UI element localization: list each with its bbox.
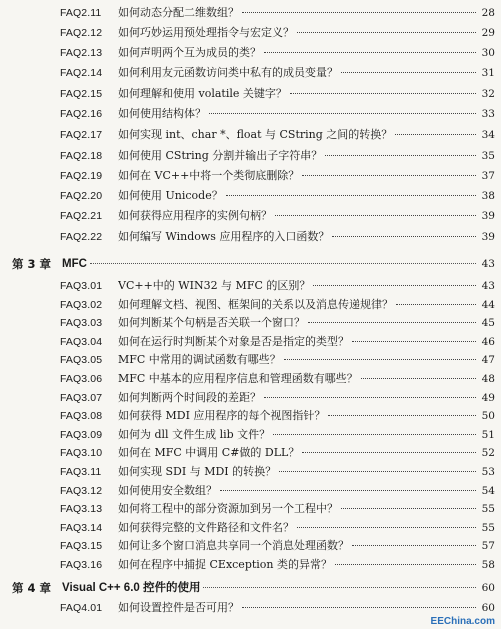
entry-title: 如何编写 Windows 应用程序的入口函数？: [118, 230, 330, 243]
entry-page: 44: [481, 299, 495, 311]
toc-entry: [0, 388, 501, 408]
chapter-number: 第 4 章: [12, 581, 52, 595]
chapter-heading: [0, 254, 501, 274]
entry-page: 29: [481, 27, 495, 39]
entry-page: 47: [481, 354, 495, 366]
dot-leader: [275, 214, 476, 216]
entry-page: 48: [481, 373, 495, 385]
toc-entry: [0, 63, 501, 83]
entry-code: FAQ3.10: [60, 447, 103, 459]
entry-code: FAQ3.03: [60, 317, 103, 329]
entry-page: 35: [481, 150, 495, 162]
chapter-number: 第 3 章: [12, 257, 52, 271]
toc-entry: [0, 443, 501, 463]
entry-title: 如何利用友元函数访问类中私有的成员变量？: [118, 66, 338, 79]
entry-title: 如何声明两个互为成员的类？: [118, 46, 261, 59]
toc-entry: [0, 555, 501, 575]
entry-page: 45: [481, 317, 495, 329]
entry-page: 34: [481, 129, 495, 141]
chapter-title: MFC: [62, 258, 87, 270]
dot-leader: [328, 414, 476, 416]
entry-code: FAQ4.01: [60, 602, 103, 614]
entry-page: 43: [481, 280, 495, 292]
toc-entry: [0, 499, 501, 519]
toc-entry: [0, 166, 501, 186]
entry-page: 32: [481, 88, 495, 100]
entry-code: FAQ2.18: [60, 150, 103, 162]
entry-title: 如何在程序中捕捉 CException 类的异常？: [118, 558, 332, 571]
toc-entry: [0, 598, 501, 618]
chapter-page: 43: [481, 258, 495, 270]
toc-entry: [0, 536, 501, 556]
toc-entry: [0, 462, 501, 482]
entry-title: 如何在 MFC 中调用 C#做的 DLL？: [118, 446, 300, 459]
entry-title: 如何动态分配二维数组？: [118, 6, 239, 19]
entry-page: 52: [481, 447, 495, 459]
entry-title: VC++中的 WIN32 与 MFC 的区别？: [118, 279, 311, 292]
dot-leader: [90, 262, 476, 264]
toc-entry: [0, 146, 501, 166]
entry-page: 33: [481, 108, 495, 120]
toc-entry: [0, 104, 501, 124]
entry-code: FAQ3.09: [60, 429, 103, 441]
entry-code: FAQ3.16: [60, 559, 103, 571]
dot-leader: [264, 396, 476, 398]
entry-code: FAQ2.22: [60, 231, 103, 243]
dot-leader: [308, 321, 476, 323]
entry-title: MFC 中常用的调试函数有哪些？: [118, 353, 281, 366]
dot-leader: [335, 563, 476, 565]
entry-title: 如何在 VC++中将一个类彻底删除？: [118, 169, 300, 182]
entry-page: 60: [481, 602, 495, 614]
entry-page: 30: [481, 47, 495, 59]
entry-title: MFC 中基本的应用程序信息和管理函数有哪些？: [118, 372, 358, 385]
dot-leader: [264, 51, 476, 53]
chapter-title: Visual C++ 6.0 控件的使用: [62, 582, 201, 594]
dot-leader: [220, 489, 476, 491]
entry-title: 如何使用 Unicode？: [118, 189, 223, 202]
entry-page: 31: [481, 67, 495, 79]
toc-entry: [0, 84, 501, 104]
entry-code: FAQ2.11: [60, 7, 102, 19]
toc-entry: [0, 227, 501, 247]
toc-entry: [0, 186, 501, 206]
toc-entry: [0, 3, 501, 23]
entry-code: FAQ3.11: [60, 466, 102, 478]
entry-code: FAQ3.13: [60, 503, 103, 515]
dot-leader: [341, 71, 476, 73]
toc-entry: [0, 369, 501, 389]
entry-title: 如何实现 int、char *、float 与 CString 之间的转换？: [118, 128, 393, 141]
entry-page: 37: [481, 170, 495, 182]
entry-code: FAQ2.15: [60, 88, 103, 100]
toc-entry: [0, 406, 501, 426]
dot-leader: [395, 133, 476, 135]
entry-code: FAQ2.14: [60, 67, 103, 79]
toc-entry: [0, 43, 501, 63]
dot-leader: [352, 340, 476, 342]
dot-leader: [203, 586, 476, 588]
entry-page: 39: [481, 231, 495, 243]
entry-title: 如何理解文档、视图、框架间的关系以及消息传递规律？: [118, 298, 393, 311]
dot-leader: [313, 284, 476, 286]
toc-entry: [0, 425, 501, 445]
entry-title: 如何实现 SDI 与 MDI 的转换？: [118, 465, 277, 478]
dot-leader: [242, 11, 476, 13]
entry-page: 55: [481, 503, 495, 515]
dot-leader: [302, 451, 476, 453]
entry-title: 如何使用结构体？: [118, 107, 206, 120]
entry-title: 如何将工程中的部分资源加到另一个工程中？: [118, 502, 338, 515]
entry-code: FAQ2.21: [60, 210, 103, 222]
toc-entry: [0, 518, 501, 538]
toc-entry: [0, 295, 501, 315]
entry-code: FAQ2.17: [60, 129, 103, 141]
entry-page: 53: [481, 466, 495, 478]
dot-leader: [297, 526, 476, 528]
dot-leader: [242, 606, 476, 608]
entry-title: 如何使用安全数组？: [118, 484, 217, 497]
entry-code: FAQ3.05: [60, 354, 103, 366]
entry-title: 如何在运行时判断某个对象是否是指定的类型？: [118, 335, 349, 348]
entry-title: 如何获得 MDI 应用程序的每个视图指针？: [118, 409, 326, 422]
toc-entry: [0, 481, 501, 501]
chapter-page: 60: [481, 582, 495, 594]
entry-code: FAQ3.08: [60, 410, 103, 422]
entry-title: 如何判断某个句柄是否关联一个窗口？: [118, 316, 305, 329]
entry-page: 58: [481, 559, 495, 571]
entry-code: FAQ3.01: [60, 280, 103, 292]
entry-code: FAQ2.16: [60, 108, 103, 120]
toc-entry: [0, 206, 501, 226]
entry-page: 54: [481, 485, 495, 497]
dot-leader: [284, 358, 476, 360]
chapter-heading: [0, 578, 501, 598]
toc-entry: [0, 276, 501, 296]
entry-title: 如何让多个窗口消息共享同一个消息处理函数？: [118, 539, 349, 552]
entry-page: 38: [481, 190, 495, 202]
dot-leader: [361, 377, 476, 379]
entry-title: 如何使用 CString 分割并输出子字符串？: [118, 149, 323, 162]
entry-code: FAQ3.06: [60, 373, 103, 385]
site-watermark: EEChina.com: [430, 616, 495, 627]
entry-code: FAQ3.07: [60, 392, 103, 404]
toc-entry: [0, 332, 501, 352]
dot-leader: [209, 112, 476, 114]
dot-leader: [290, 92, 476, 94]
entry-page: 46: [481, 336, 495, 348]
entry-page: 57: [481, 540, 495, 552]
entry-title: 如何巧妙运用预处理指令与宏定义？: [118, 26, 294, 39]
entry-page: 28: [481, 7, 495, 19]
entry-title: 如何为 dll 文件生成 lib 文件？: [118, 428, 271, 441]
entry-page: 50: [481, 410, 495, 422]
entry-page: 49: [481, 392, 495, 404]
entry-title: 如何判断两个时间段的差距？: [118, 391, 261, 404]
entry-code: FAQ3.15: [60, 540, 103, 552]
dot-leader: [302, 174, 476, 176]
entry-title: 如何设置控件是否可用？: [118, 601, 239, 614]
entry-title: 如何获得完整的文件路径和文件名？: [118, 521, 294, 534]
entry-page: 55: [481, 522, 495, 534]
entry-code: FAQ2.19: [60, 170, 103, 182]
entry-title: 如何获得应用程序的实例句柄？: [118, 209, 272, 222]
dot-leader: [279, 470, 476, 472]
toc-entry: [0, 313, 501, 333]
dot-leader: [396, 303, 476, 305]
dot-leader: [273, 433, 476, 435]
dot-leader: [325, 154, 476, 156]
entry-code: FAQ2.20: [60, 190, 103, 202]
entry-code: FAQ3.12: [60, 485, 103, 497]
entry-code: FAQ3.04: [60, 336, 103, 348]
entry-code: FAQ3.02: [60, 299, 103, 311]
dot-leader: [341, 507, 476, 509]
entry-title: 如何理解和使用 volatile 关键字？: [118, 87, 287, 100]
toc-entry: [0, 23, 501, 43]
toc-entry: [0, 125, 501, 145]
dot-leader: [226, 194, 476, 196]
dot-leader: [297, 31, 476, 33]
dot-leader: [352, 544, 476, 546]
entry-page: 51: [481, 429, 495, 441]
entry-code: FAQ2.12: [60, 27, 103, 39]
entry-code: FAQ2.13: [60, 47, 103, 59]
dot-leader: [332, 235, 476, 237]
entry-page: 39: [481, 210, 495, 222]
entry-code: FAQ3.14: [60, 522, 103, 534]
toc-entry: [0, 350, 501, 370]
